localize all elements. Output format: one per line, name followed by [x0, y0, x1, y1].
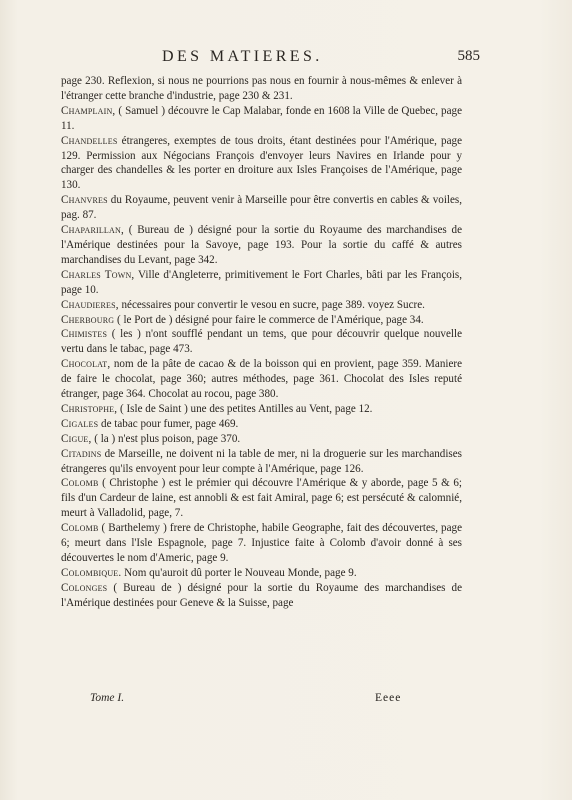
- entry-text: ( la ) n'est plus poison, page 370.: [91, 432, 241, 445]
- entry-headword: Colomb: [61, 477, 99, 490]
- index-entry: [61, 104, 462, 134]
- index-entry: [61, 298, 462, 313]
- entry-headword: Chandelles: [61, 134, 118, 147]
- index-entry: [61, 268, 462, 298]
- entry-text: ( Samuel ) découvre le Cap Malabar, fonde en 1608 la Ville de Quebec, page 11.: [61, 104, 462, 132]
- volume-label: Tome I.: [90, 692, 125, 704]
- entry-text: de Marseille, ne doivent ni la table de mer, ni la droguerie sur les marchandises étrangeres qu'ils envoyent pour leur compte à l'Amérique, page 126.: [61, 447, 462, 475]
- index-entry: [61, 521, 462, 566]
- index-entry: [61, 432, 462, 447]
- entry-headword: Colombique.: [61, 566, 122, 579]
- index-entry: [61, 327, 462, 357]
- entry-text: page 230. Reflexion, si nous ne pourrions pas nous en fournir à nous-mêmes & enlever à l'étranger cette branche d'industrie, page 230 & 231.: [61, 75, 462, 102]
- index-entry: [61, 74, 462, 104]
- running-title: DES MATIERES.: [162, 48, 323, 65]
- entry-headword: Cigue,: [61, 432, 92, 445]
- entry-text: du Royaume, peuvent venir à Marseille pour être convertis en cables & voiles, pag. 87.: [61, 194, 462, 222]
- index-entries: [61, 74, 462, 611]
- entry-headword: Chanvres: [61, 194, 108, 207]
- entry-headword: Cherbourg: [61, 313, 115, 326]
- index-entry: [61, 223, 462, 268]
- index-entry: [61, 566, 462, 581]
- entry-headword: Colonges: [61, 581, 108, 594]
- entry-text: nécessaires pour convertir le vesou en sucre, page 389. voyez Sucre.: [118, 298, 425, 311]
- entry-headword: Citadins: [61, 447, 102, 460]
- entry-text: ( Bureau de ) désigné pour la sortie du Royaume des marchandises de l'Amérique destinées pour Geneve & la Suisse, page: [61, 581, 462, 609]
- running-header: [112, 48, 480, 68]
- index-entry: [61, 581, 462, 611]
- index-entry: [61, 402, 462, 417]
- entry-text: ( les ) n'ont soufflé pendant un tems, que pour découvrir quelque nouvelle vertu dans le tabac, page 473.: [61, 328, 462, 356]
- entry-headword: Champlain,: [61, 104, 116, 117]
- page-number: 585: [457, 48, 480, 64]
- index-entry: [61, 134, 462, 194]
- entry-text: Nom qu'auroit dû porter le Nouveau Monde, page 9.: [121, 566, 357, 579]
- entry-text: ( Bureau de ) désigné pour la sortie du Royaume des marchandises de l'Amérique destinées pour la Savoye, page 193. Pour la sortie du caffé & autres marchandises du Levant, page 342.: [61, 224, 462, 266]
- index-entry: [61, 447, 462, 477]
- index-entry: [61, 357, 462, 402]
- index-entry: [61, 417, 462, 432]
- entry-headword: Chocolat,: [61, 358, 111, 371]
- signature-mark: Eeee: [375, 692, 402, 704]
- entry-text: ( le Port de ) désigné pour faire le commerce de l'Amérique, page 34.: [114, 313, 424, 326]
- entry-text: étrangeres, exemptes de tous droits, étant destinées pour l'Amérique, page 129. Permission aux Négocians François d'envoyer leurs Navires en Irlande pour y charger des chandelles & les porter en droiture aux Isles Françoises de l'Amérique, page 130.: [61, 134, 462, 192]
- index-entry: [61, 193, 462, 223]
- entry-headword: Chimistes: [61, 328, 108, 341]
- entry-headword: Colomb: [61, 522, 99, 535]
- entry-headword: Chaudieres,: [61, 298, 119, 311]
- entry-headword: Christophe,: [61, 402, 118, 415]
- entry-text: ( Christophe ) est le prémier qui découvre l'Amérique & y aborde, page 5 & 6; fils d'un Cardeur de laine, est annobli & est fait Amiral, page 6; est persécuté & calomnié, meurt à Valladolid, page, 7.: [61, 477, 462, 520]
- entry-text: Ville d'Angleterre, primitivement le Fort Charles, bâti par les François, page 10.: [61, 268, 463, 296]
- entry-text: nom de la pâte de cacao & de la boisson qui en provient, page 359. Maniere de faire le chocolat, page 360; autres méthodes, page 361. Chocolat des Isles reputé étranger, page 364. Chocolat au rocou, page 380.: [61, 358, 462, 401]
- index-entry: [61, 476, 462, 521]
- entry-text: de tabac pour fumer, page 469.: [98, 417, 239, 430]
- entry-headword: Charles Town,: [61, 268, 135, 281]
- entry-headword: Cigales: [61, 417, 99, 430]
- entry-text: ( Barthelemy ) frere de Christophe, habile Geographe, fait des découvertes, page 6; meurt dans l'Isle Espagnole, page 7. Injustice faite à Colomb d'avoir donné à ses découvertes le nom d'Americ, page 9.: [61, 522, 462, 564]
- index-entry: [61, 313, 462, 328]
- entry-headword: Chaparillan,: [61, 224, 124, 237]
- entry-text: ( Isle de Saint ) une des petites Antilles au Vent, page 12.: [117, 402, 373, 415]
